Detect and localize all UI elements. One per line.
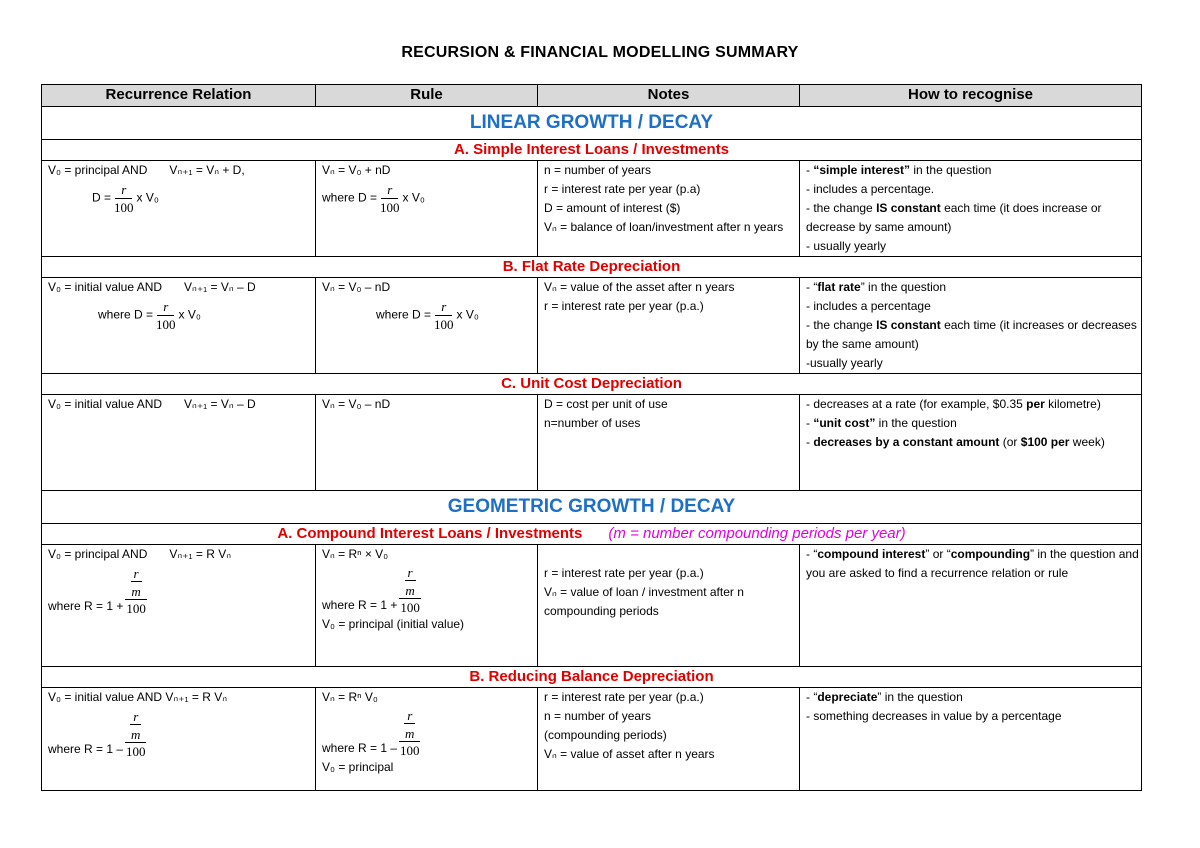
simple-recurrence-cell: V₀ = principal AND Vₙ₊₁ = Vₙ + D, D = $\frac{r}{100}$ x V₀ [42,161,316,257]
simple-notes-cell: n = number of years r = interest rate per year (p.a) D = amount of interest ($) Vₙ = balance of loan/investment after n years [538,161,800,257]
reducing-recognise-cell: - “depreciate” in the question - something decreases in value by a percentage [800,688,1142,791]
fraction-r-over-100: $\frac{r}{100}$ [156,299,176,332]
header-notes: Notes [538,85,800,107]
fraction-r-over-m-over-100: r m 100 [399,708,420,758]
simple-recognise-cell: - “simple interest” in the question - includes a percentage. - the change IS constant each time (it does increase or decrease by same amount) - usually yearly [800,161,1142,257]
row-unit-cost [42,395,1142,491]
fraction-r-over-100: $\frac{r}{100}$ [380,182,400,215]
flat-rule-cell: Vₙ = V₀ – nD where D = $\frac{r}{100}$ x V₀ [316,278,538,374]
flat-notes-cell: Vₙ = value of the asset after n years r = interest rate per year (p.a.) [538,278,800,374]
fraction-r-over-m-over-100: r m 100 [126,566,146,616]
unit-recurrence-cell: V₀ = initial value AND Vₙ₊₁ = Vₙ – D [42,395,316,491]
header-recurrence-relation: Recurrence Relation [42,85,316,107]
unit-notes-cell: D = cost per unit of use n=number of uses [538,395,800,491]
row-reducing-balance [42,688,1142,791]
flat-recurrence-cell: V₀ = initial value AND Vₙ₊₁ = Vₙ – D where D = $\frac{r}{100}$ x V₀ [42,278,316,374]
subsection-unit-cost: C. Unit Cost Depreciation [42,374,1142,395]
compound-recurrence-cell: V₀ = principal AND Vₙ₊₁ = R Vₙ where R = 1 + r m 100 [42,545,316,667]
compound-rule-cell: Vₙ = Rⁿ × V₀ where R = 1 + r m 100 V₀ = principal (initial value) [316,545,538,667]
header-how-to-recognise: How to recognise [800,85,1142,107]
unit-recognise-cell: - decreases at a rate (for example, $0.35 per kilometre) - “unit cost” in the question - decreases by a constant amount (or $100 per week) [800,395,1142,491]
row-compound-interest [42,545,1142,667]
row-simple-interest [42,161,1142,257]
summary-table [41,84,1142,791]
reducing-recurrence-cell: V₀ = initial value AND Vₙ₊₁ = R Vₙ where R = 1 – r m 100 [42,688,316,791]
section-geometric-heading: GEOMETRIC GROWTH / DECAY [42,491,1142,524]
fraction-r-over-m-over-100: r m 100 [125,709,146,759]
header-row [42,85,1142,107]
compound-recognise-cell: - “compound interest” or “compounding” in the question and you are asked to find a recurrence relation or rule [800,545,1142,667]
page-title: RECURSION & FINANCIAL MODELLING SUMMARY [401,44,799,61]
row-flat-rate [42,278,1142,374]
subsection-compound-interest: A. Compound Interest Loans / Investments (m = number compounding periods per year) [42,524,1142,545]
subsection-flat-rate: B. Flat Rate Depreciation [42,257,1142,278]
fraction-r-over-m-over-100: r m 100 [400,565,420,615]
flat-recognise-cell: - “flat rate” in the question - includes a percentage - the change IS constant each time (it increases or decreases by the same amount) -usually yearly [800,278,1142,374]
subsection-reducing-balance: B. Reducing Balance Depreciation [42,667,1142,688]
unit-rule-cell: Vₙ = V₀ – nD [316,395,538,491]
reducing-rule-cell: Vₙ = Rⁿ V₀ where R = 1 – r m 100 V₀ = principal [316,688,538,791]
subsection-simple-interest: A. Simple Interest Loans / Investments [42,140,1142,161]
header-rule: Rule [316,85,538,107]
fraction-r-over-100: $\frac{r}{100}$ [114,182,134,215]
reducing-notes-cell: r = interest rate per year (p.a.) n = number of years (compounding periods) Vₙ = value of asset after n years [538,688,800,791]
section-linear-heading: LINEAR GROWTH / DECAY [42,107,1142,140]
fraction-r-over-100: $\frac{r}{100}$ [434,299,454,332]
simple-rule-cell: Vₙ = V₀ + nD where D = $\frac{r}{100}$ x V₀ [316,161,538,257]
compound-notes-cell: r = interest rate per year (p.a.) Vₙ = value of loan / investment after n compounding periods [538,545,800,667]
